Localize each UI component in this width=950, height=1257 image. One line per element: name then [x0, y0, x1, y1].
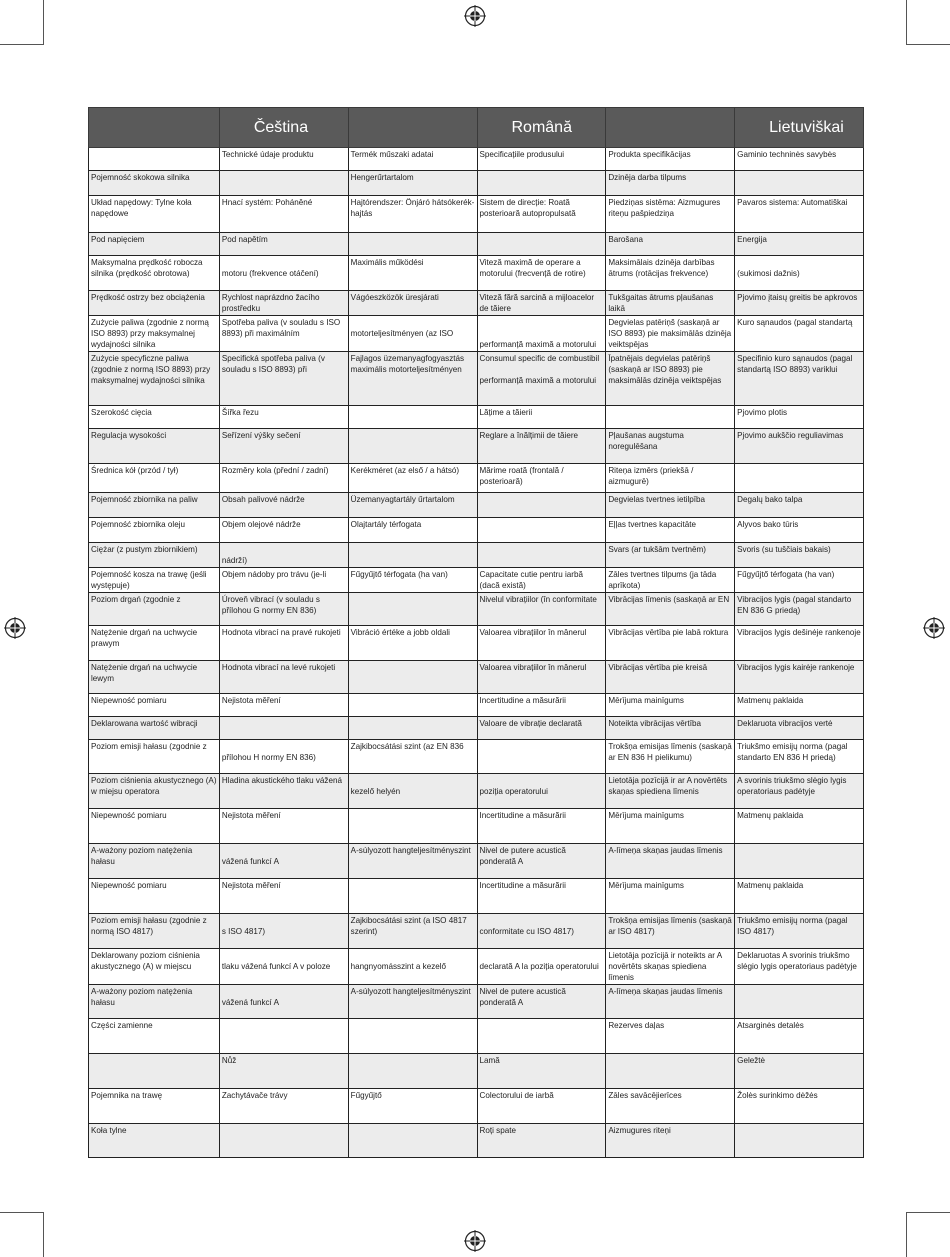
- table-row: [89, 464, 864, 493]
- table-cell: vážená funkcí A: [219, 985, 348, 1019]
- table-cell: (sukimosi dažnis): [735, 256, 864, 291]
- registration-mark-icon: [923, 617, 945, 639]
- header-cell-lietuviskai: Lietuviškai: [735, 108, 864, 148]
- table-cell: nádrží): [219, 543, 348, 568]
- table-cell: Zāles savācējierīces: [606, 1089, 735, 1124]
- table-cell: Natężenie drgań na uchwycie prawym: [89, 626, 220, 661]
- table-cell: Obsah palivové nádrže: [219, 493, 348, 518]
- table-row: [89, 518, 864, 543]
- table-row: [89, 1054, 864, 1089]
- table-cell: [348, 1124, 477, 1158]
- crop-mark: [906, 44, 950, 45]
- table-cell: Fűgyűjtő: [348, 1089, 477, 1124]
- table-cell: Nivel de putere acustică ponderată A: [477, 985, 606, 1019]
- table-cell: Degalų bako talpa: [735, 493, 864, 518]
- table-cell: Nivel de putere acustică ponderată A: [477, 844, 606, 879]
- table-cell: poziția operatorului: [477, 774, 606, 809]
- table-cell: Technické údaje produktu: [219, 148, 348, 171]
- table-cell: [735, 464, 864, 493]
- table-cell: Objem nádoby pro trávu (je-li: [219, 568, 348, 593]
- table-cell: Úroveň vibrací (v souladu s přílohou G normy EN 836): [219, 593, 348, 626]
- table-cell: Šířka řezu: [219, 406, 348, 429]
- table-cell: Barošana: [606, 233, 735, 256]
- table-row: [89, 352, 864, 406]
- table-row: [89, 1019, 864, 1054]
- table-cell: Nejistota měření: [219, 694, 348, 717]
- table-row: [89, 809, 864, 844]
- table-cell: Maksymalna prędkość robocza silnika (prędkość obrotowa): [89, 256, 220, 291]
- table-row: [89, 914, 864, 949]
- table-cell: Trokšņa emisijas līmenis (saskaņā ar ISO 4817): [606, 914, 735, 949]
- spec-table: [88, 107, 864, 1158]
- table-cell: Üzemanyagtartály űrtartalom: [348, 493, 477, 518]
- table-cell: A-līmeņa skaņas jaudas līmenis: [606, 844, 735, 879]
- table-cell: Prędkość ostrzy bez obciążenia: [89, 291, 220, 316]
- table-cell: Specifinio kuro sąnaudos (pagal standartą ISO 8893) variklui: [735, 352, 864, 406]
- table-cell: declarată A la poziția operatorului: [477, 949, 606, 985]
- table-cell: přílohou H normy EN 836): [219, 740, 348, 774]
- table-cell: Części zamienne: [89, 1019, 220, 1054]
- header-cell: [348, 108, 477, 148]
- table-cell: vážená funkcí A: [219, 844, 348, 879]
- table-cell: Hengerűrtartalom: [348, 171, 477, 196]
- table-cell: Poziom emisji hałasu (zgodnie z: [89, 740, 220, 774]
- table-row: [89, 694, 864, 717]
- table-cell: Kuro sąnaudos (pagal standartą: [735, 316, 864, 352]
- table-cell: hangnyomásszint a kezelő: [348, 949, 477, 985]
- table-cell: Consumul specific de combustibil performanță maximă a motorului: [477, 352, 606, 406]
- table-cell: s ISO 4817): [219, 914, 348, 949]
- table-cell: Capacitate cutie pentru iarbă (dacă există): [477, 568, 606, 593]
- table-cell: [477, 740, 606, 774]
- table-cell: Degvielas patēriņš (saskaņā ar ISO 8893) pie maksimālās dzinēja veiktspējas: [606, 316, 735, 352]
- table-cell: Pod napięciem: [89, 233, 220, 256]
- table-cell: Vibrācijas vērtība pie labā roktura: [606, 626, 735, 661]
- table-cell: Reglare a înălțimii de tăiere: [477, 429, 606, 464]
- table-cell: A-ważony poziom natężenia hałasu: [89, 844, 220, 879]
- table-cell: Valoare de vibrație declarată: [477, 717, 606, 740]
- table-cell: Pojemność zbiornika na paliw: [89, 493, 220, 518]
- table-row: [89, 291, 864, 316]
- table-cell: Eļļas tvertnes kapacitāte: [606, 518, 735, 543]
- table-cell: Mărime roată (frontală / posterioară): [477, 464, 606, 493]
- table-cell: [89, 148, 220, 171]
- table-cell: [348, 694, 477, 717]
- table-row: [89, 493, 864, 518]
- table-cell: Lamă: [477, 1054, 606, 1089]
- table-row: [89, 196, 864, 233]
- table-cell: [89, 1054, 220, 1089]
- registration-mark-icon: [4, 617, 26, 639]
- table-cell: Maksimālais dzinēja darbības ātrums (rotācijas frekvence): [606, 256, 735, 291]
- table-cell: [348, 406, 477, 429]
- table-cell: Matmenų paklaida: [735, 809, 864, 844]
- table-cell: Rezerves daļas: [606, 1019, 735, 1054]
- table-cell: Zajkibocsátási szint (az EN 836: [348, 740, 477, 774]
- table-cell: [477, 518, 606, 543]
- table-cell: Nůž: [219, 1054, 348, 1089]
- table-cell: [348, 593, 477, 626]
- table-cell: Piedziņas sistēma: Aizmugures riteņu pašpiedziņa: [606, 196, 735, 233]
- crop-mark: [43, 1212, 44, 1257]
- table-cell: Mērījuma mainīgums: [606, 879, 735, 914]
- table-cell: Riteņa izmērs (priekšā / aizmugurē): [606, 464, 735, 493]
- table-cell: A-ważony poziom natężenia hałasu: [89, 985, 220, 1019]
- table-row: [89, 844, 864, 879]
- table-cell: Mērījuma mainīgums: [606, 694, 735, 717]
- table-cell: Lățime a tăierii: [477, 406, 606, 429]
- table-cell: A-súlyozott hangteljesítményszint: [348, 844, 477, 879]
- table-cell: [735, 844, 864, 879]
- table-cell: [606, 406, 735, 429]
- table-cell: Nejistota měření: [219, 809, 348, 844]
- table-cell: [477, 171, 606, 196]
- table-cell: Triukšmo emisijų norma (pagal ISO 4817): [735, 914, 864, 949]
- table-cell: Deklarowany poziom ciśnienia akustycznego (A) w miejscu: [89, 949, 220, 985]
- table-row: [89, 1089, 864, 1124]
- table-cell: Roți spate: [477, 1124, 606, 1158]
- table-cell: [348, 543, 477, 568]
- table-cell: Pjovimo aukščio reguliavimas: [735, 429, 864, 464]
- table-cell: [219, 171, 348, 196]
- header-cell-romana: Română: [477, 108, 606, 148]
- table-cell: Matmenų paklaida: [735, 694, 864, 717]
- header-cell: [89, 108, 220, 148]
- table-cell: Vibrācijas vērtība pie kreisā: [606, 661, 735, 694]
- table-cell: A svorinis triukšmo slėgio lygis operatoriaus padėtyje: [735, 774, 864, 809]
- table-cell: Valoarea vibrațiilor în mânerul: [477, 661, 606, 694]
- table-cell: Rozměry kola (přední / zadní): [219, 464, 348, 493]
- table-cell: Termék műszaki adatai: [348, 148, 477, 171]
- table-cell: Zajkibocsátási szint (a ISO 4817 szerint): [348, 914, 477, 949]
- table-cell: Triukšmo emisijų norma (pagal standarto EN 836 H priedą): [735, 740, 864, 774]
- table-cell: Szerokość cięcia: [89, 406, 220, 429]
- table-cell: Energija: [735, 233, 864, 256]
- table-cell: [348, 233, 477, 256]
- table-cell: Specifická spotřeba paliva (v souladu s ISO 8893) při: [219, 352, 348, 406]
- table-cell: conformitate cu ISO 4817): [477, 914, 606, 949]
- table-cell: A-līmeņa skaņas jaudas līmenis: [606, 985, 735, 1019]
- table-cell: Dzinēja darba tilpums: [606, 171, 735, 196]
- table-cell: Vibracijos lygis dešinėje rankenoje: [735, 626, 864, 661]
- header-cell: [606, 108, 735, 148]
- table-cell: Geležtė: [735, 1054, 864, 1089]
- table-cell: Deklaruotas A svorinis triukšmo slėgio lygis operatoriaus padėtyje: [735, 949, 864, 985]
- table-cell: Zużycie paliwa (zgodnie z normą ISO 8893) przy maksymalnej wydajności silnika: [89, 316, 220, 352]
- table-cell: Degvielas tvertnes ietilpība: [606, 493, 735, 518]
- table-cell: Tukšgaitas ātrums pļaušanas laikā: [606, 291, 735, 316]
- table-cell: [219, 1124, 348, 1158]
- table-row: [89, 949, 864, 985]
- table-cell: Viteză fără sarcină a mijloacelor de tăiere: [477, 291, 606, 316]
- table-cell: Colectorului de iarbă: [477, 1089, 606, 1124]
- table-cell: Spotřeba paliva (v souladu s ISO 8893) při maximálním: [219, 316, 348, 352]
- table-cell: Specificațiile produsului: [477, 148, 606, 171]
- crop-mark: [43, 0, 44, 45]
- table-cell: Incertitudine a măsurării: [477, 694, 606, 717]
- table-cell: performanță maximă a motorului: [477, 316, 606, 352]
- table-row: [89, 879, 864, 914]
- table-cell: Pojemność zbiornika oleju: [89, 518, 220, 543]
- table-row: [89, 429, 864, 464]
- table-row: [89, 568, 864, 593]
- table-cell: tlaku vážená funkcí A v poloze: [219, 949, 348, 985]
- table-cell: Vibrācijas līmenis (saskaņā ar EN: [606, 593, 735, 626]
- table-cell: Niepewność pomiaru: [89, 694, 220, 717]
- table-row: [89, 233, 864, 256]
- table-cell: Valoarea vibrațiilor în mânerul: [477, 626, 606, 661]
- table-cell: Pod napětím: [219, 233, 348, 256]
- table-cell: Zāles tvertnes tilpums (ja tāda aprīkota): [606, 568, 735, 593]
- table-cell: Aizmugures riteņi: [606, 1124, 735, 1158]
- table-cell: Układ napędowy: Tylne koła napędowe: [89, 196, 220, 233]
- table-cell: Nejistota měření: [219, 879, 348, 914]
- crop-mark: [906, 0, 907, 45]
- table-cell: Poziom drgań (zgodnie z: [89, 593, 220, 626]
- table-row: [89, 148, 864, 171]
- registration-mark-icon: [464, 1230, 486, 1252]
- table-cell: Žolės surinkimo dėžės: [735, 1089, 864, 1124]
- table-cell: [348, 429, 477, 464]
- table-cell: Poziom ciśnienia akustycznego (A) w miejsu operatora: [89, 774, 220, 809]
- table-cell: [606, 1054, 735, 1089]
- table-row: [89, 774, 864, 809]
- table-cell: Sistem de direcție: Roată posterioară autopropulsată: [477, 196, 606, 233]
- table-cell: Pojemność skokowa silnika: [89, 171, 220, 196]
- table-cell: Īpatnējais degvielas patēriņš (saskaņā ar ISO 8893) pie maksimālās dzinēja veiktspējas: [606, 352, 735, 406]
- table-cell: Vágóeszközök üresjárati: [348, 291, 477, 316]
- table-body: [89, 148, 864, 1158]
- table-cell: Średnica kół (przód / tył): [89, 464, 220, 493]
- table-cell: Produkta specifikācijas: [606, 148, 735, 171]
- crop-mark: [0, 1212, 44, 1213]
- table-cell: Hnací systém: Poháněné: [219, 196, 348, 233]
- table-cell: Trokšņa emisijas līmenis (saskaņā ar EN 836 H pielikumu): [606, 740, 735, 774]
- table-cell: Zachytávače trávy: [219, 1089, 348, 1124]
- table-cell: Pojemnika na trawę: [89, 1089, 220, 1124]
- table-cell: [735, 985, 864, 1019]
- table-cell: [477, 493, 606, 518]
- table-row: [89, 316, 864, 352]
- table-cell: Atsarginės detalės: [735, 1019, 864, 1054]
- table-cell: A-súlyozott hangteljesítményszint: [348, 985, 477, 1019]
- table-cell: Rychlost naprázdno žacího prostředku: [219, 291, 348, 316]
- table-cell: Nivelul vibrațiilor (în conformitate: [477, 593, 606, 626]
- table-cell: Koła tylne: [89, 1124, 220, 1158]
- table-cell: Zużycie specyficzne paliwa (zgodnie z normą ISO 8893) przy maksymalnej wydajności silnika: [89, 352, 220, 406]
- table-cell: Vibracijos lygis kairėje rankenoje: [735, 661, 864, 694]
- table-cell: Gaminio techninės savybės: [735, 148, 864, 171]
- table-cell: Niepewność pomiaru: [89, 879, 220, 914]
- table-cell: [477, 233, 606, 256]
- table-cell: Svoris (su tuščiais bakais): [735, 543, 864, 568]
- table-cell: Matmenų paklaida: [735, 879, 864, 914]
- table-cell: Pjovimo įtaisų greitis be apkrovos: [735, 291, 864, 316]
- header-cell-cestina: Čeština: [219, 108, 348, 148]
- table-cell: Fűgyűjtő térfogata (ha van): [348, 568, 477, 593]
- table-cell: [348, 809, 477, 844]
- crop-mark: [0, 44, 44, 45]
- table-cell: Regulacja wysokości: [89, 429, 220, 464]
- table-row: [89, 171, 864, 196]
- table-cell: Hajtórendszer: Önjáró hátsókerék-hajtás: [348, 196, 477, 233]
- table-row: [89, 593, 864, 626]
- table-row: [89, 717, 864, 740]
- table-cell: [348, 1054, 477, 1089]
- table-cell: Lietotāja pozīcijā ir noteikts ar A novērtēts skaņas spiediena līmenis: [606, 949, 735, 985]
- table-cell: Poziom emisji hałasu (zgodnie z normą ISO 4817): [89, 914, 220, 949]
- table-cell: Fűgyűjtő térfogata (ha van): [735, 568, 864, 593]
- table-cell: Pojemność kosza na trawę (jeśli występuje): [89, 568, 220, 593]
- table-cell: Deklarowana wartość wibracji: [89, 717, 220, 740]
- table-row: [89, 256, 864, 291]
- table-cell: Hodnota vibrací na pravé rukojeti: [219, 626, 348, 661]
- table-cell: Svars (ar tukšām tvertnēm): [606, 543, 735, 568]
- table-cell: Hladina akustického tlaku vážená: [219, 774, 348, 809]
- table-cell: Pļaušanas augstuma noregulēšana: [606, 429, 735, 464]
- table-cell: motorteljesítményen (az ISO: [348, 316, 477, 352]
- table-cell: Pjovimo plotis: [735, 406, 864, 429]
- table-row: [89, 740, 864, 774]
- table-cell: [477, 1019, 606, 1054]
- table-row: [89, 406, 864, 429]
- table-cell: Noteikta vibrācijas vērtība: [606, 717, 735, 740]
- table-row: [89, 626, 864, 661]
- table-header-row: [89, 108, 864, 148]
- table-cell: Incertitudine a măsurării: [477, 809, 606, 844]
- table-cell: [735, 171, 864, 196]
- table-cell: Incertitudine a măsurării: [477, 879, 606, 914]
- table-cell: Ciężar (z pustym zbiornikiem): [89, 543, 220, 568]
- table-cell: Seřízení výšky sečení: [219, 429, 348, 464]
- table-row: [89, 1124, 864, 1158]
- table-cell: [348, 1019, 477, 1054]
- table-cell: Maximális működési: [348, 256, 477, 291]
- table-row: [89, 543, 864, 568]
- table-cell: kezelő helyén: [348, 774, 477, 809]
- table-cell: Alyvos bako tūris: [735, 518, 864, 543]
- table-cell: Deklaruota vibracijos vertė: [735, 717, 864, 740]
- table-cell: Vibracijos lygis (pagal standarto EN 836 G priedą): [735, 593, 864, 626]
- table-row: [89, 985, 864, 1019]
- table-cell: Lietotāja pozīcijā ir ar A novērtēts skaņas spiediena līmenis: [606, 774, 735, 809]
- table-cell: [219, 1019, 348, 1054]
- registration-mark-icon: [464, 5, 486, 27]
- table-cell: Olajtartály térfogata: [348, 518, 477, 543]
- crop-mark: [906, 1212, 950, 1213]
- crop-mark: [906, 1212, 907, 1257]
- table-cell: Natężenie drgań na uchwycie lewym: [89, 661, 220, 694]
- table-cell: Kerékméret (az első / a hátsó): [348, 464, 477, 493]
- table-cell: [219, 717, 348, 740]
- table-cell: Viteză maximă de operare a motorului (frecvență de rotire): [477, 256, 606, 291]
- table-cell: Niepewność pomiaru: [89, 809, 220, 844]
- table-cell: [348, 717, 477, 740]
- table-cell: [477, 543, 606, 568]
- table-cell: Objem olejové nádrže: [219, 518, 348, 543]
- table-cell: Vibráció értéke a jobb oldali: [348, 626, 477, 661]
- table-cell: Mērījuma mainīgums: [606, 809, 735, 844]
- table-cell: [348, 661, 477, 694]
- table-cell: [735, 1124, 864, 1158]
- table-row: [89, 661, 864, 694]
- table-cell: Pavaros sistema: Automatiškai: [735, 196, 864, 233]
- table-cell: Hodnota vibrací na levé rukojeti: [219, 661, 348, 694]
- table-cell: [348, 879, 477, 914]
- table-cell: motoru (frekvence otáčení): [219, 256, 348, 291]
- table-cell: Fajlagos üzemanyagfogyasztás maximális motorteljesítményen: [348, 352, 477, 406]
